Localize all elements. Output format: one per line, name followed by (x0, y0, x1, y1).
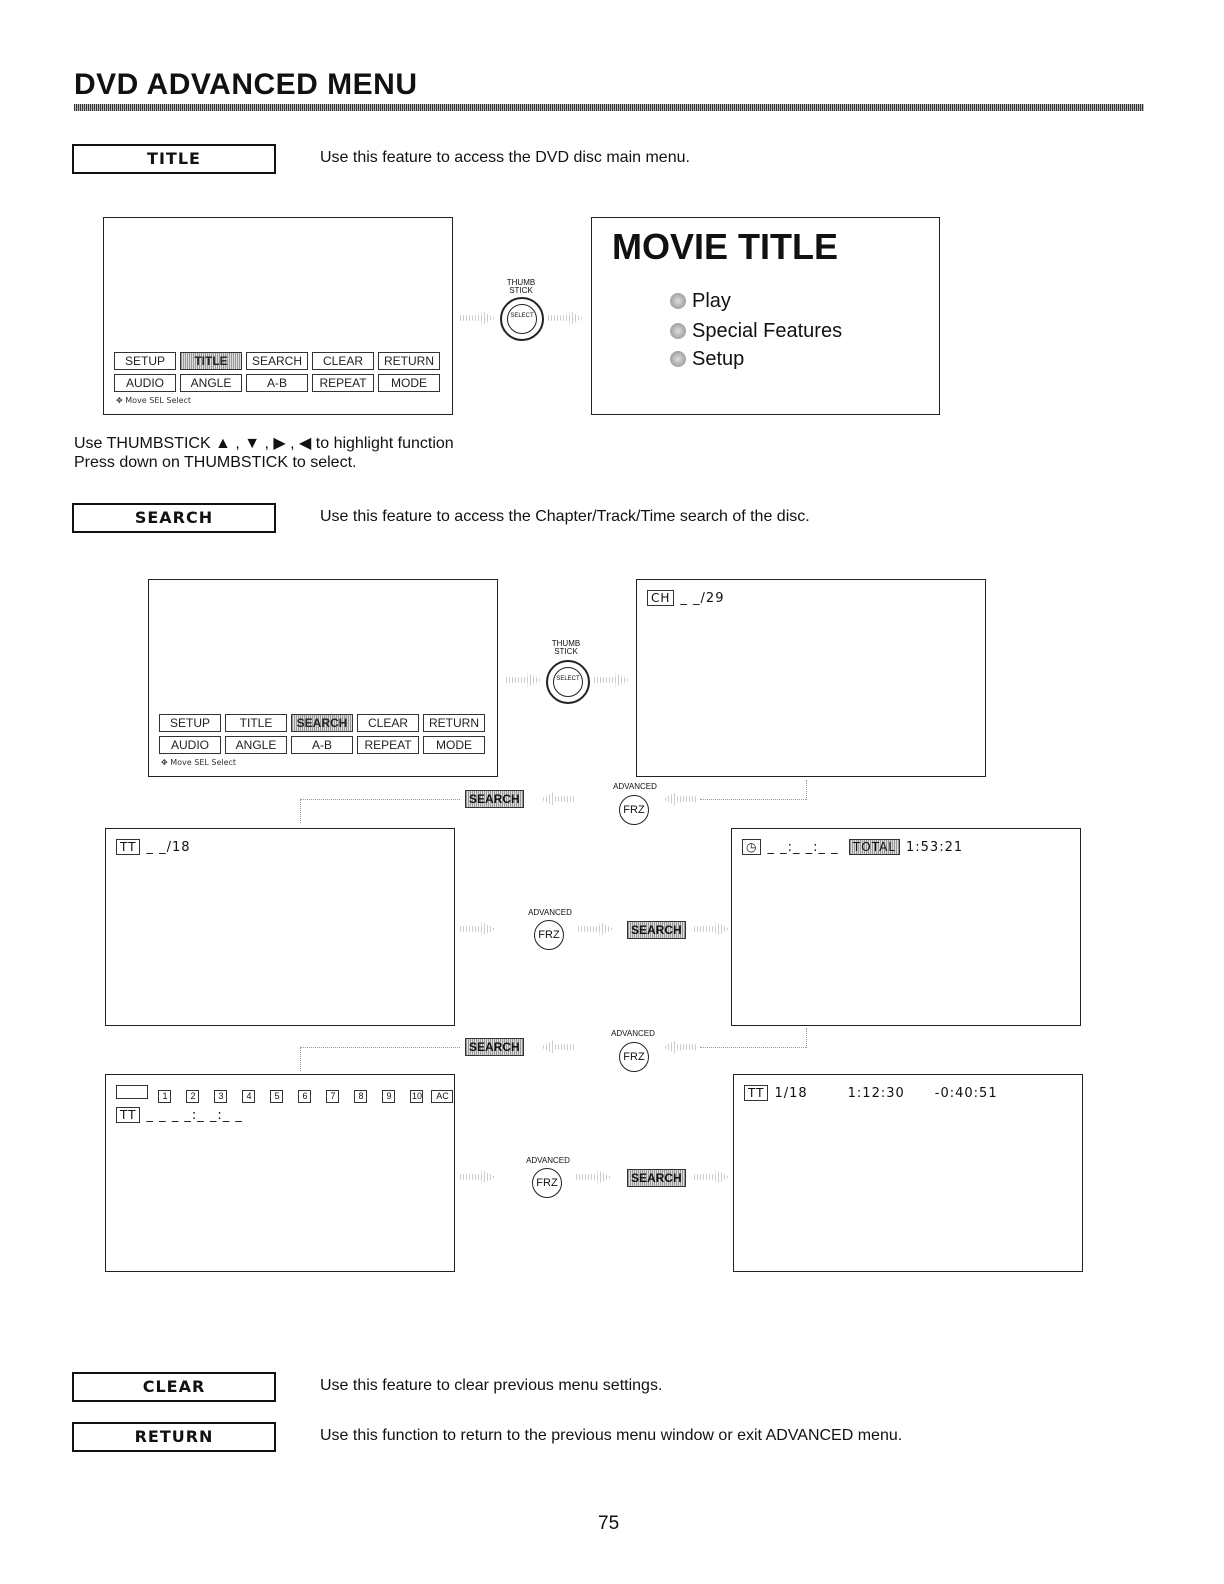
number-box: 10 (411, 1091, 422, 1101)
thumbstick-label: THUMB STICK (551, 639, 581, 656)
movie-menu-play[interactable]: Play (670, 290, 731, 313)
title-divider (74, 104, 1144, 111)
connector-line (300, 799, 460, 800)
movie-title-screen (591, 217, 940, 415)
menu-mode-button[interactable]: MODE (423, 736, 485, 754)
number-box: AC (431, 1090, 453, 1103)
blank-box (116, 1085, 148, 1099)
menu-search-button[interactable]: SEARCH (246, 352, 308, 370)
menu-hint: ✥ Move SEL Select (116, 396, 192, 405)
advanced-label: ADVANCED (526, 1156, 570, 1165)
connector-line (700, 799, 806, 800)
arrow-right-icon (694, 1170, 730, 1184)
advanced-label: ADVANCED (611, 1029, 655, 1038)
status-line: TT 1/18 1:12:30 -0:40:51 (744, 1085, 998, 1101)
menu-audio-button[interactable]: AUDIO (159, 736, 221, 754)
connector-line (300, 1047, 460, 1048)
chapter-tag: CH (647, 590, 674, 606)
number-box: 2 (186, 1090, 199, 1103)
chapter-entry: CH _ _/29 (647, 590, 724, 606)
title-tag: TT (744, 1085, 768, 1101)
advanced-menu-grid (159, 714, 485, 754)
advanced-menu-grid (114, 352, 440, 392)
time-entry: ◷ _ _:_ _:_ _ TOTAL 1:53:21 (742, 839, 963, 855)
search-label: SEARCH (72, 503, 276, 533)
page-title: DVD ADVANCED MENU (74, 68, 418, 101)
total-badge: TOTAL (849, 839, 900, 855)
clear-description: Use this feature to clear previous menu settings. (320, 1377, 663, 1394)
status-screen (733, 1074, 1083, 1272)
connector-line (806, 1028, 807, 1048)
number-box: 3 (214, 1090, 227, 1103)
number-box: 1 (158, 1090, 171, 1103)
arrow-left-icon (662, 792, 698, 806)
menu-repeat-button[interactable]: REPEAT (357, 736, 419, 754)
connector-line (300, 799, 301, 823)
bullet-icon (670, 351, 686, 367)
bullet-icon (670, 293, 686, 309)
return-label: RETURN (72, 1422, 276, 1452)
arrow-right-icon (694, 922, 730, 936)
advanced-label: ADVANCED (613, 782, 657, 791)
number-box: 7 (326, 1090, 339, 1103)
arrow-right-icon (578, 922, 614, 936)
menu-screen-search (148, 579, 498, 777)
arrow-left-icon (540, 792, 576, 806)
title-search-screen (105, 828, 455, 1026)
menu-clear-button[interactable]: CLEAR (312, 352, 374, 370)
menu-audio-button[interactable]: AUDIO (114, 374, 176, 392)
movie-menu-setup[interactable]: Setup (670, 348, 744, 371)
return-description: Use this function to return to the previous menu window or exit ADVANCED menu. (320, 1427, 903, 1444)
menu-setup-button[interactable]: SETUP (114, 352, 176, 370)
arrow-right-icon (506, 673, 542, 687)
arrow-right-icon (460, 311, 496, 325)
frz-button[interactable]: FRZ (534, 920, 564, 950)
thumbstick-icon: SELECT (546, 660, 590, 704)
title-tag: TT (116, 839, 140, 855)
title-description: Use this feature to access the DVD disc main menu. (320, 149, 690, 166)
menu-angle-button[interactable]: ANGLE (180, 374, 242, 392)
menu-screen-title (103, 217, 453, 415)
arrow-right-icon (576, 1170, 612, 1184)
title-entry: TT _ _/18 (116, 839, 191, 855)
menu-mode-button[interactable]: MODE (378, 374, 440, 392)
movie-menu-special-features[interactable]: Special Features (670, 320, 842, 343)
instruction-line-1: Use THUMBSTICK ▲ , ▼ , ▶ , ◀ to highlight function (74, 435, 454, 452)
menu-ab-button[interactable]: A-B (246, 374, 308, 392)
advanced-label: ADVANCED (528, 908, 572, 917)
connector-line (700, 1047, 806, 1048)
thumbstick-icon: SELECT (500, 297, 544, 341)
connector-line (300, 1047, 301, 1071)
direct-entry-screen (105, 1074, 455, 1272)
menu-search-button[interactable]: SEARCH (291, 714, 353, 732)
search-button[interactable]: SEARCH (627, 1169, 686, 1187)
menu-title-button[interactable]: TITLE (225, 714, 287, 732)
thumbstick-label: THUMB STICK (506, 278, 536, 295)
number-box: 6 (298, 1090, 311, 1103)
menu-setup-button[interactable]: SETUP (159, 714, 221, 732)
bullet-icon (670, 323, 686, 339)
search-button[interactable]: SEARCH (627, 921, 686, 939)
menu-clear-button[interactable]: CLEAR (357, 714, 419, 732)
menu-repeat-button[interactable]: REPEAT (312, 374, 374, 392)
search-button[interactable]: SEARCH (465, 1038, 524, 1056)
frz-button[interactable]: FRZ (532, 1168, 562, 1198)
arrow-right-icon (460, 922, 496, 936)
arrow-right-icon (594, 673, 630, 687)
time-search-screen (731, 828, 1081, 1026)
number-box: 4 (242, 1090, 255, 1103)
search-description: Use this feature to access the Chapter/Track/Time search of the disc. (320, 508, 810, 525)
movie-title-heading: MOVIE TITLE (612, 226, 839, 267)
arrow-left-icon (662, 1040, 698, 1054)
number-box: 9 (382, 1090, 395, 1103)
frz-button[interactable]: FRZ (619, 1042, 649, 1072)
menu-hint: ✥ Move SEL Select (161, 758, 237, 767)
arrow-right-icon (548, 311, 584, 325)
clear-label: CLEAR (72, 1372, 276, 1402)
number-row (116, 1085, 468, 1104)
title-tag: TT (116, 1107, 140, 1123)
instruction-line-2: Press down on THUMBSTICK to select. (74, 454, 357, 471)
title-label: TITLE (72, 144, 276, 174)
menu-return-button[interactable]: RETURN (378, 352, 440, 370)
menu-angle-button[interactable]: ANGLE (225, 736, 287, 754)
menu-return-button[interactable]: RETURN (423, 714, 485, 732)
number-box: 5 (270, 1090, 283, 1103)
tt-entry: TT _ _ _ _:_ _:_ _ (116, 1107, 243, 1123)
connector-line (806, 780, 807, 800)
frz-button[interactable]: FRZ (619, 795, 649, 825)
search-button[interactable]: SEARCH (465, 790, 524, 808)
menu-ab-button[interactable]: A-B (291, 736, 353, 754)
number-box: 8 (354, 1090, 367, 1103)
page-number: 75 (598, 1513, 620, 1534)
menu-title-button[interactable]: TITLE (180, 352, 242, 370)
arrow-left-icon (540, 1040, 576, 1054)
chapter-search-screen (636, 579, 986, 777)
arrow-right-icon (460, 1170, 496, 1184)
clock-icon: ◷ (742, 839, 761, 855)
